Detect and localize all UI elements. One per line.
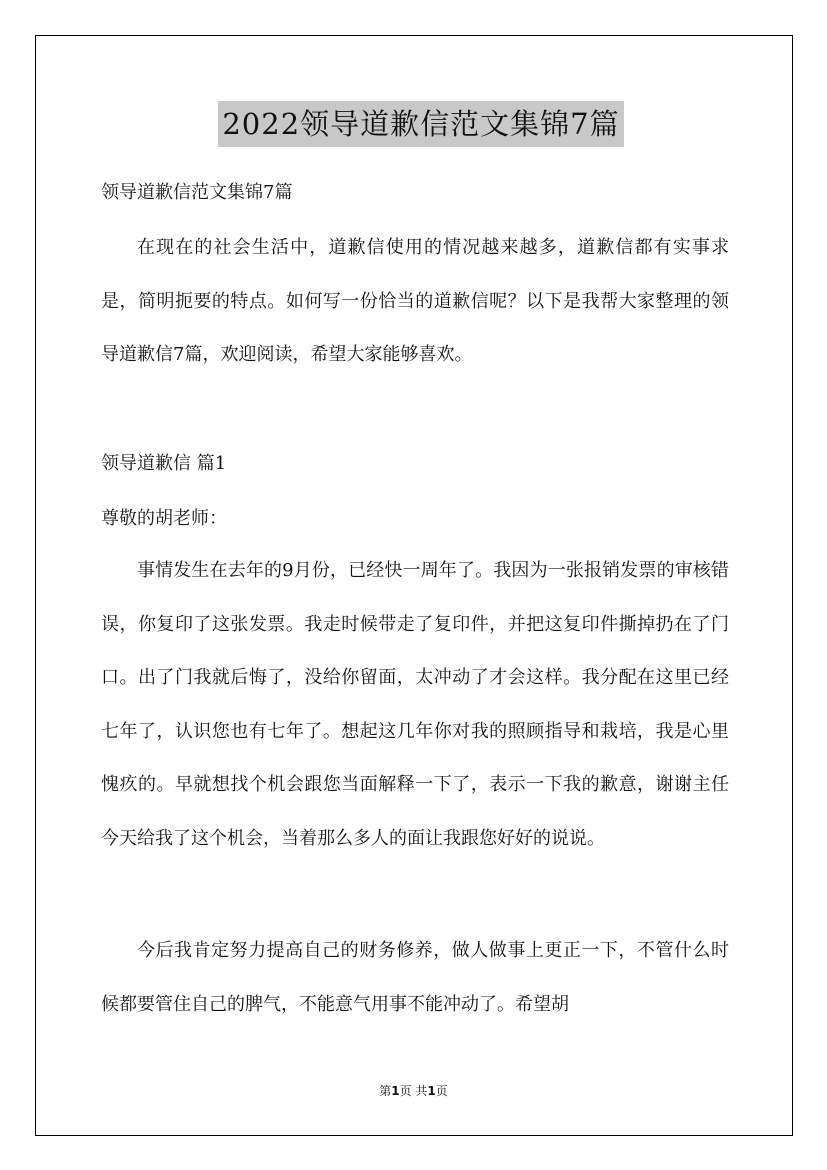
footer-page-prefix: 第	[379, 1084, 392, 1098]
page-footer	[0, 1082, 827, 1099]
document-subtitle: 领导道歉信范文集锦7篇	[101, 182, 293, 203]
body-paragraph-2: 今后我肯定努力提高自己的财务修养，做人做事上更正一下，不管什么时候都要管住自己的脾气，不能意气用事不能冲动了。希望胡	[101, 940, 729, 1015]
salutation: 尊敬的胡老师：	[101, 508, 227, 529]
footer-page-total: 1	[427, 1084, 436, 1098]
document-title: 2022领导道歉信范文集锦7篇	[218, 101, 623, 147]
footer-page-current: 1	[391, 1084, 400, 1098]
intro-paragraph: 在现在的社会生活中，道歉信使用的情况越来越多，道歉信都有实事求是，简明扼要的特点。如何写一份恰当的道歉信呢？以下是我帮大家整理的领导道歉信7篇，欢迎阅读，希望大家能够喜欢。	[101, 237, 729, 365]
section-heading: 领导道歉信 篇1	[101, 453, 227, 474]
footer-page-middle: 页 共	[399, 1084, 428, 1098]
title-container	[101, 101, 741, 147]
footer-page-suffix: 页	[435, 1084, 448, 1098]
body-paragraph-1: 事情发生在去年的9月份，已经快一周年了。我因为一张报销发票的审核错误，你复印了这张发票。我走时候带走了复印件，并把这复印件撕掉扔在了门口。出了门我就后悔了，没给你留面，太冲动了才会这样。我分配在这里已经七年了，认识您也有七年了。想起这几年你对我的照顾指导和栽培，我是心里愧疚的。早就想找个机会跟您当面解释一下了，表示一下我的歉意，谢谢主任今天给我了这个机会，当着那么多人的面让我跟您好好的说说。	[101, 560, 729, 849]
